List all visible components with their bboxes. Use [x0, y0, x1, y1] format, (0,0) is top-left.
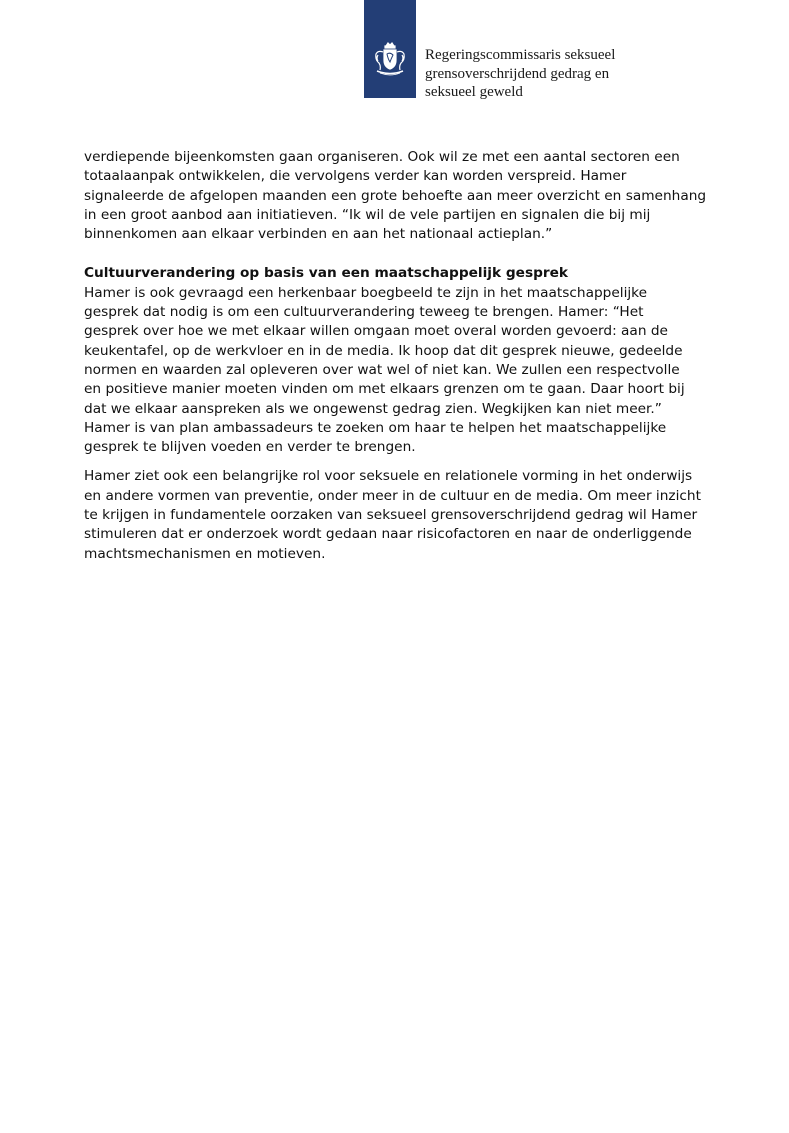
text-line: Hamer is van plan ambassadeurs te zoeken om haar te helpen het maatschappelijke	[84, 419, 667, 436]
section-heading: Cultuurverandering op basis van een maatschappelijk gesprek	[84, 265, 569, 282]
text-line: stimuleren dat er onderzoek wordt gedaan naar risicofactoren en naar de onderliggende	[84, 526, 692, 543]
org-name-line-3: seksueel geweld	[425, 84, 523, 100]
royal-coat-of-arms-icon	[370, 40, 410, 80]
text-line: Hamer is ook gevraagd een herkenbaar boegbeeld te zijn in het maatschappelijke	[84, 284, 648, 301]
text-line: gesprek te blijven voeden en verder te brengen.	[84, 439, 416, 456]
text-line: dat we elkaar aanspreken als we ongewenst gedrag zien. Wegkijken kan niet meer.”	[84, 400, 662, 417]
paragraph-3	[84, 467, 714, 563]
government-logo-bar	[364, 0, 416, 98]
text-line: Hamer ziet ook een belangrijke rol voor seksuele en relationele vorming in het onderwijs	[84, 468, 693, 485]
text-line: signaleerde de afgelopen maanden een grote behoefte aan meer overzicht en samenhang	[84, 187, 707, 204]
text-line: te krijgen in fundamentele oorzaken van seksueel grensoverschrijdend gedrag wil Hamer	[84, 507, 698, 524]
document-body	[84, 148, 714, 564]
text-line: en positieve manier moeten vinden om met elkaars grenzen om te gaan. Daar hoort bij	[84, 381, 685, 398]
paragraph-1	[84, 148, 714, 244]
org-name-line-1: Regeringscommissaris seksueel	[425, 47, 616, 63]
text-line: normen en waarden zal opleveren over wat wel of niet kan. We zullen een respectvolle	[84, 361, 680, 378]
text-line: keukentafel, op de werkvloer en in de media. Ik hoop dat dit gesprek nieuwe, gedeelde	[84, 342, 683, 359]
spacer	[84, 457, 714, 467]
text-line: in een groot aanbod aan initiatieven. “Ik wil de vele partijen en signalen die bij mij	[84, 206, 651, 223]
spacer	[84, 244, 714, 264]
text-line: gesprek over hoe we met elkaar willen omgaan moet overal worden gevoerd: aan de	[84, 323, 668, 340]
text-line: totaalaanpak ontwikkelen, die vervolgens verder kan worden verspreid. Hamer	[84, 168, 627, 185]
text-line: verdiepende bijeenkomsten gaan organiseren. Ook wil ze met een aantal sectoren een	[84, 149, 680, 165]
text-line: machtsmechanismen en motieven.	[84, 545, 326, 562]
text-line: binnenkomen aan elkaar verbinden en aan het nationaal actieplan.”	[84, 226, 553, 243]
text-line: en andere vormen van preventie, onder meer in de cultuur en de media. Om meer inzicht	[84, 487, 701, 504]
organization-name	[425, 46, 705, 102]
paragraph-2	[84, 284, 714, 458]
org-name-line-2: grensoverschrijdend gedrag en	[425, 65, 610, 82]
text-line: gesprek dat nodig is om een cultuurverandering teweeg te brengen. Hamer: “Het	[84, 304, 644, 321]
